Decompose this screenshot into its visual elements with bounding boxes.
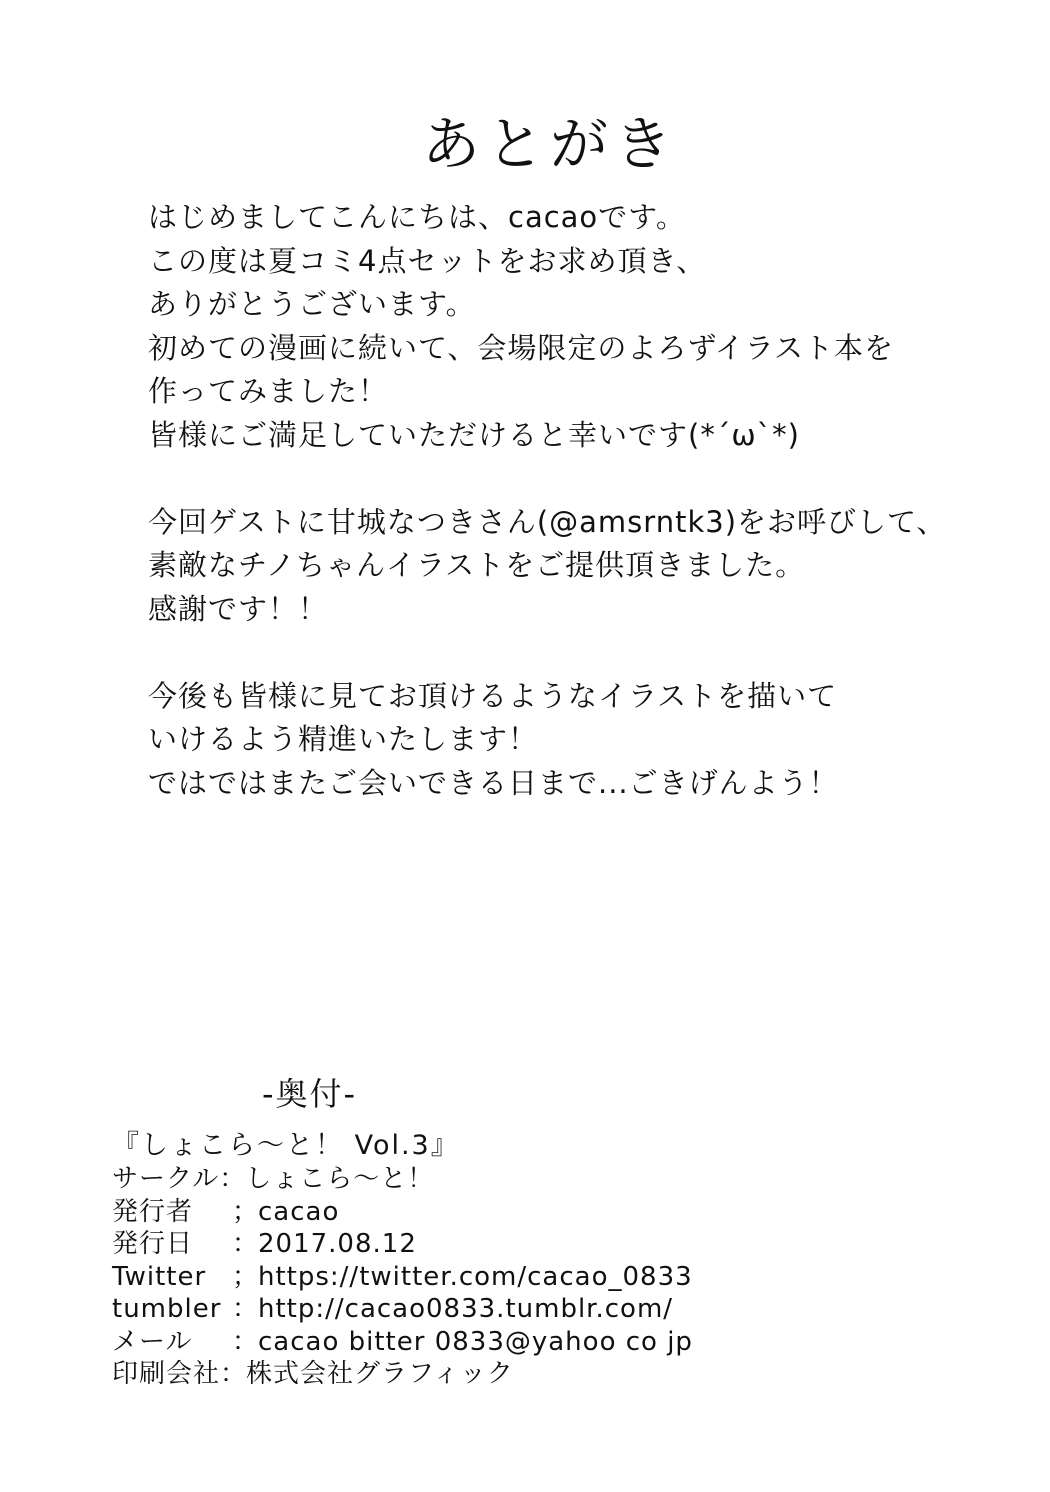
colophon-label: 発行者 — [112, 1196, 194, 1227]
afterword-line: いけるよう精進いたします！ — [148, 722, 539, 756]
afterword-line: 作ってみました！ — [148, 374, 389, 408]
afterword-title: あとがき — [421, 110, 678, 178]
colophon-row-mail — [112, 1326, 1012, 1359]
colophon-row-tumblr — [112, 1293, 1012, 1326]
afterword-paragraph — [148, 196, 1028, 457]
afterword-body — [148, 196, 1028, 849]
afterword-line: 素敵なチノちゃんイラストをご提供頂きました。 — [148, 548, 806, 582]
afterword-line: ではではまたご会いできる日まで...ごきげんよう！ — [148, 765, 839, 800]
afterword-line: 今回ゲストに甘城なつきさん(@amsrntk3)をお呼びして、 — [148, 504, 947, 539]
afterword-line: この度は夏コミ4点セットをお求め頂き、 — [148, 243, 707, 278]
colophon-value: しょこら〜と！ — [245, 1164, 435, 1194]
colophon-separator: ： — [232, 1326, 259, 1357]
colophon-table — [112, 1163, 1012, 1391]
twitter-url: https://twitter.com/cacao_0833 — [258, 1261, 693, 1292]
colophon-value: cacao — [258, 1196, 340, 1227]
colophon-label: tumbler — [112, 1294, 222, 1324]
afterword-line: 皆様にご満足していただけると幸いです(*´ω`*) — [148, 417, 800, 452]
afterword-line: 今後も皆様に見てお頂けるようなイラストを描いて — [148, 678, 838, 713]
colophon-value: 株式会社グラフィック — [246, 1359, 514, 1389]
colophon-row-publisher — [112, 1196, 1012, 1229]
colophon-separator: ； — [232, 1196, 259, 1227]
colophon-label: メール — [112, 1326, 193, 1357]
colophon-value: 2017.08.12 — [258, 1229, 417, 1259]
colophon-separator: ： — [232, 1229, 259, 1259]
colophon-row-date — [112, 1228, 1012, 1261]
colophon-label: 印刷会社 — [112, 1359, 221, 1389]
colophon-row-printer — [112, 1358, 1012, 1391]
email-address: cacao bitter 0833@yahoo co jp — [258, 1326, 693, 1357]
colophon-separator: ： — [219, 1164, 246, 1194]
colophon-separator: ： — [220, 1359, 247, 1389]
colophon-separator: ； — [232, 1261, 259, 1292]
afterword-paragraph — [148, 501, 1028, 632]
colophon-row-circle — [112, 1163, 1012, 1196]
colophon-label: 発行日 — [112, 1229, 194, 1259]
afterword-line: 初めての漫画に続いて、会場限定のよろずイラスト本を — [148, 330, 894, 365]
colophon-row-twitter — [112, 1261, 1012, 1294]
colophon-separator: ： — [232, 1294, 259, 1324]
colophon-label: サークル — [112, 1164, 220, 1194]
afterword-line: ありがとうございます。 — [148, 287, 476, 321]
colophon-heading: -奥付- — [262, 1075, 358, 1113]
colophon-book-title: 『しょこら〜と！ Vol.3』 — [112, 1130, 460, 1161]
afterword-paragraph — [148, 675, 1028, 806]
colophon-label: Twitter — [112, 1261, 207, 1292]
tumblr-url: http://cacao0833.tumblr.com/ — [258, 1294, 674, 1324]
afterword-line: はじめましてこんにちは、cacaoです。 — [148, 200, 686, 234]
afterword-line: 感謝です！！ — [148, 591, 329, 626]
